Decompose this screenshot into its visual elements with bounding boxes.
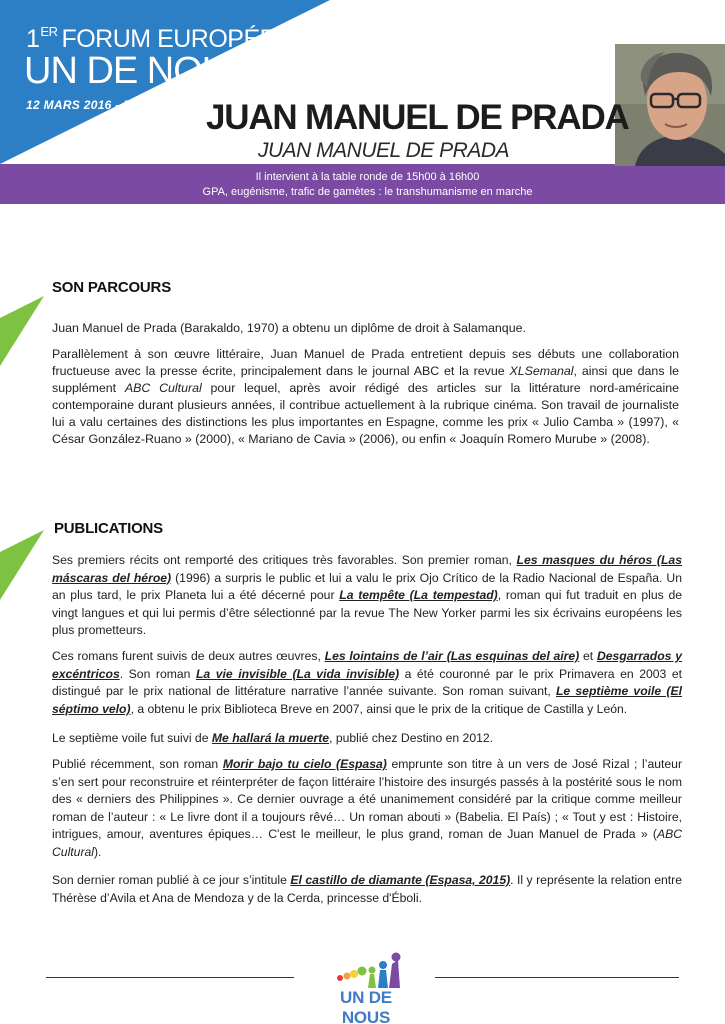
publications-paragraph-3: Le septième voile fut suivi de Me hallará la muerte, publié chez Destino en 2012.	[52, 731, 494, 745]
section-heading-parcours: SON PARCOURS	[52, 279, 171, 296]
header	[0, 0, 725, 204]
footer-rule-right	[435, 977, 679, 978]
publications-paragraph-4: Publié récemment, son roman Morir bajo tu cielo (Espasa) emprunte son titre à un vers de José Rizal ; l’auteur s’en sert pour reconstruire et réinterpréter de façon littéraire l’histoire des insurgés passés à la postérité sous le nom des « derniers des Philippines ». Ce dernier ouvrage a été unanimement considéré par la critique comme meilleur roman de l’auteur : « Le livre dont il a toujours rêvé… Un roman abouti » (Babelia. El País) ; « Tout y est : Histoire, intrigues, amour, aventures épiques… C'est le meilleur, le plus grand, roman de Juan Manuel de Prada » (ABC Cultural).	[52, 757, 683, 859]
footer-rule-left	[46, 977, 294, 978]
header-purple-band	[0, 164, 725, 204]
forum-title: 1ER FORUM EUROPÉEN	[26, 24, 294, 53]
brand-title: UN DE NOUS	[24, 50, 253, 92]
footer-logo-text: UN DE NOUS	[340, 988, 392, 1024]
session-topic: GPA, eugénisme, trafic de gamètes : le transhumanisme en marche	[202, 186, 533, 198]
publications-paragraph-2: Ces romans furent suivis de deux autres œuvres, Les lointains de l’air (Las esquinas del aire) et Desgarrados y excéntricos. Son roman La vie invisible (La vida invisible) a été couronné par le prix Primavera en 2003 et distingué par le prix national de littérature narrative l’année suivante. Son roman suivant, Le septième voile (El séptimo velo), a obtenu le prix Biblioteca Breve en 2007, ainsi que le prix de la critique de Castilla y León.	[52, 649, 683, 716]
event-date: 12 MARS 2016 - PARIS	[26, 98, 161, 112]
parcours-paragraph-2: Parallèlement à son œuvre littéraire, Juan Manuel de Prada entretient depuis ses débuts une collaboration fructueuse avec la presse écrite, principalement dans le journal ABC et la revue XLSemanal, ainsi que dans le supplément ABC Cultural pour lequel, après avoir rédigé des articles sur la littérature nord-américaine contemporaine durant plusieurs années, il contribue actuellement à la rubrique cinéma. Son travail de journaliste lui a valu certaines des distinctions les plus importantes en Espagne, comme les prix « Julio Camba » (1997), « César González-Ruano » (2000), « Mariano de Cavia » (2006), ou enfin « Joaquín Romero Murube » (2008).	[52, 347, 679, 446]
green-triangle-decoration-2	[0, 530, 44, 600]
speaker-photo	[615, 44, 725, 166]
section-heading-publications: PUBLICATIONS	[54, 520, 163, 537]
session-time: Il intervient à la table ronde de 15h00 à 16h00	[255, 171, 480, 183]
publications-paragraph-5: Son dernier roman publié à ce jour s’intitule El castillo de diamante (Espasa, 2015). Il y représente la relation entre Thérèse d’Avila et Ana de Mendoza y de la Cerda, princesse d'Éboli.	[52, 873, 682, 905]
green-triangle-decoration	[0, 296, 44, 366]
speaker-name: JUAN MANUEL DE PRADA	[206, 98, 629, 137]
speaker-subname: JUAN MANUEL DE PRADA	[258, 139, 510, 162]
parcours-paragraph-1: Juan Manuel de Prada (Barakaldo, 1970) a obtenu un diplôme de droit à Salamanque.	[52, 321, 526, 335]
publications-paragraph-1: Ses premiers récits ont remporté des critiques très favorables. Son premier roman, Les masques du héros (Las máscaras del héroe) (1996) a surpris le public et lui a valu le prix Ojo Crítico de la Radio Nacional de España. Un an plus tard, le prix Planeta lui a été décerné pour La tempête (La tempestad), roman qui fut traduit en plus de vingt langues et qui lui permis d’être sélectionné par la revue The New Yorker parmi les six écrivains européens les plus prometteurs.	[52, 553, 682, 638]
